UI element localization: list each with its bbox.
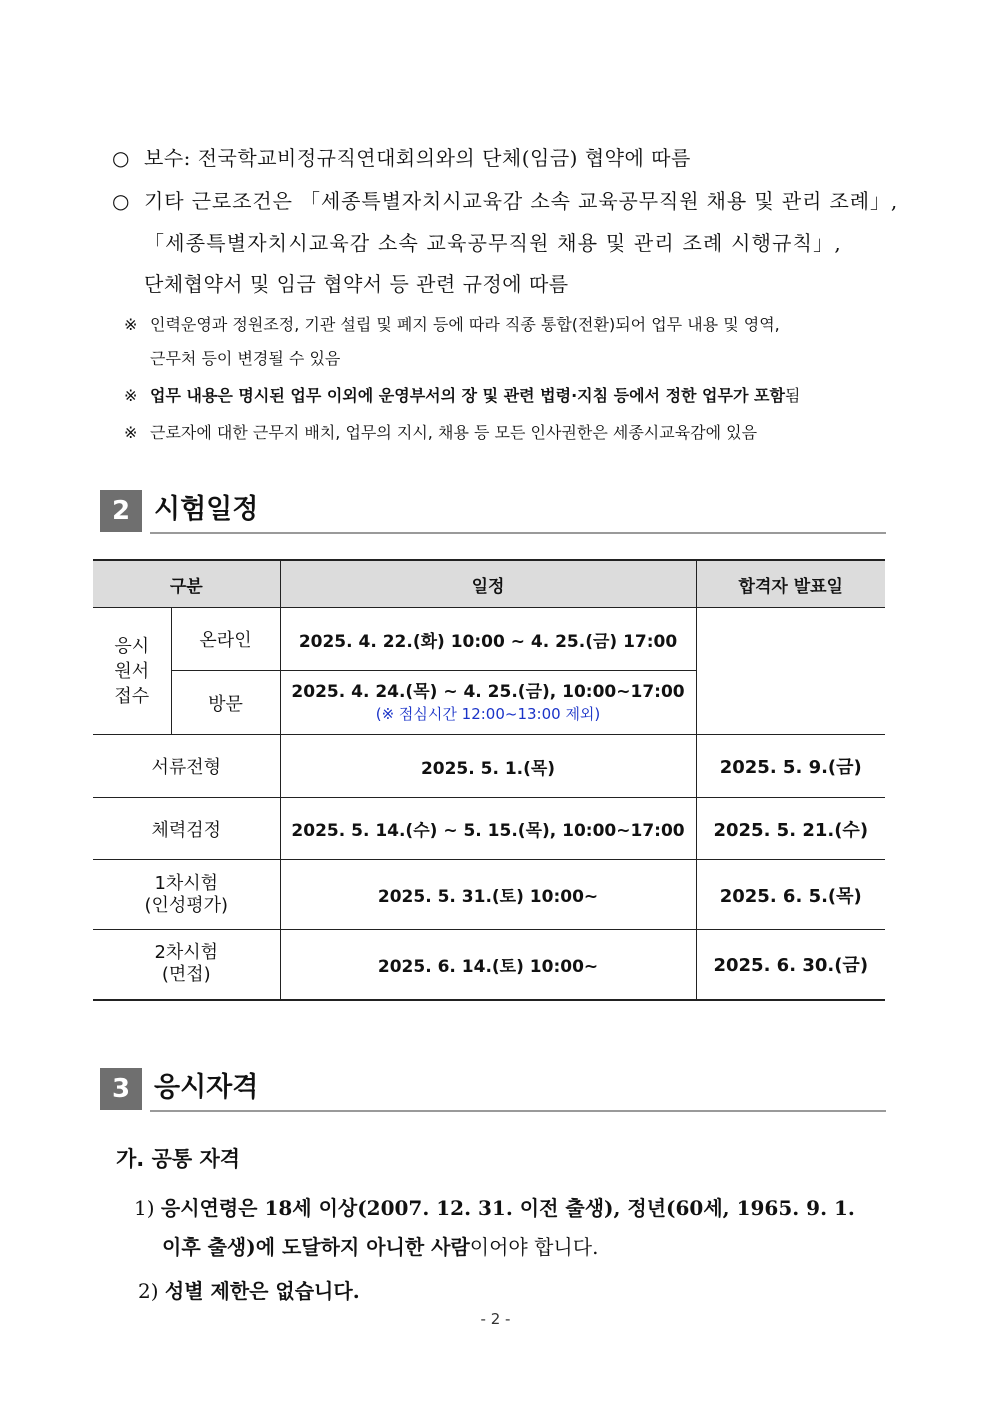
reference-mark-icon: ※ <box>124 315 138 334</box>
visit-cell <box>280 671 696 735</box>
circle-bullet-icon: ○ <box>112 146 130 170</box>
note-1-line2: 근무처 등이 변경될 수 있음 <box>150 349 341 368</box>
row-announce: 2025. 6. 5.(목) <box>696 860 885 930</box>
item-1-tail: 이어야 합니다. <box>469 1235 599 1259</box>
note-2-tail: 됨 <box>784 386 801 405</box>
bullet-etc <box>112 187 898 215</box>
note-2 <box>124 384 800 408</box>
section-2-rule <box>150 532 886 534</box>
row-announce: 2025. 5. 21.(수) <box>696 798 885 860</box>
bullet-pay <box>112 144 691 172</box>
row-date: 2025. 6. 14.(토) 10:00~ <box>280 930 696 1000</box>
note-3 <box>124 421 757 445</box>
application-announce <box>696 608 885 735</box>
pay-text: 보수: 전국학교비정규직연대회의와의 단체(임금) 협약에 따름 <box>144 146 691 170</box>
note-1-line1: 인력운영과 정원조정, 기관 설립 및 폐지 등에 따라 직종 통합(전환)되어 업무 내용 및 영역, <box>150 315 780 334</box>
qualification-item-1-cont <box>162 1232 598 1262</box>
note-1 <box>124 313 780 337</box>
etc-line1: 기타 근로조건은 「세종특별자치시교육감 소속 교육공무직원 채용 및 관리 조례」, <box>144 189 899 213</box>
note-3-text: 근로자에 대한 근무지 배치, 업무의 지시, 채용 등 모든 인사권한은 세종시교육감에 있음 <box>150 423 758 442</box>
item-1-bold1: 응시연령은 18세 이상(2007. 12. 31. 이전 출생), 정년(60세, 1965. 9. 1. <box>160 1196 855 1220</box>
row-announce: 2025. 6. 30.(금) <box>696 930 885 1000</box>
row-label: 서류전형 <box>93 735 280 798</box>
visit-label: 방문 <box>171 671 280 735</box>
etc-line3: 단체협약서 및 임금 협약서 등 관련 규정에 따름 <box>144 272 569 296</box>
application-label: 응시 원서 접수 <box>93 608 171 735</box>
schedule-table <box>93 559 885 1001</box>
qualification-heading: 가. 공통 자격 <box>116 1147 241 1171</box>
etc-line2: 「세종특별자치시교육감 소속 교육공무직원 채용 및 관리 조례 시행규칙」, <box>144 231 842 255</box>
circle-bullet-icon: ○ <box>112 189 131 213</box>
section-3-rule <box>150 1110 886 1112</box>
item-2-num: 2) <box>138 1279 159 1303</box>
item-2-bold: 성별 제한은 없습니다. <box>164 1279 360 1303</box>
header-date: 일정 <box>280 560 696 608</box>
row-label: 1차시험 (인성평가) <box>93 860 280 930</box>
reference-mark-icon: ※ <box>124 423 138 442</box>
row-label: 2차시험 (면접) <box>93 930 280 1000</box>
note-2-bold: 업무 내용은 명시된 업무 이외에 운영부서의 장 및 관련 법령·지침 등에서 정한 업무가 포함 <box>150 386 785 405</box>
header-category: 구분 <box>93 560 280 608</box>
online-label: 온라인 <box>171 608 280 671</box>
section-3-title: 응시자격 <box>154 1072 259 1103</box>
qualification-item-2 <box>138 1276 360 1306</box>
row-label: 체력검정 <box>93 798 280 860</box>
visit-note: (※ 점심시간 12:00~13:00 제외) <box>375 705 601 723</box>
row-date: 2025. 5. 1.(목) <box>280 735 696 798</box>
online-date: 2025. 4. 22.(화) 10:00 ~ 4. 25.(금) 17:00 <box>280 608 696 671</box>
item-1-bold2: 이후 출생)에 도달하지 아니한 사람 <box>162 1235 470 1259</box>
section-2-title: 시험일정 <box>154 494 259 525</box>
row-date: 2025. 5. 14.(수) ~ 5. 15.(목), 10:00~17:00 <box>280 798 696 860</box>
row-date: 2025. 5. 31.(토) 10:00~ <box>280 860 696 930</box>
visit-date: 2025. 4. 24.(목) ~ 4. 25.(금), 10:00~17:00 <box>291 682 685 702</box>
qualification-item-1 <box>134 1193 855 1223</box>
section-2-number: 2 <box>100 490 142 532</box>
header-announce: 합격자 발표일 <box>696 560 885 608</box>
item-1-num: 1) <box>134 1196 155 1220</box>
reference-mark-icon: ※ <box>124 386 138 405</box>
page-number: - 2 - <box>480 1310 511 1328</box>
row-announce: 2025. 5. 9.(금) <box>696 735 885 798</box>
section-3-number: 3 <box>100 1068 142 1110</box>
